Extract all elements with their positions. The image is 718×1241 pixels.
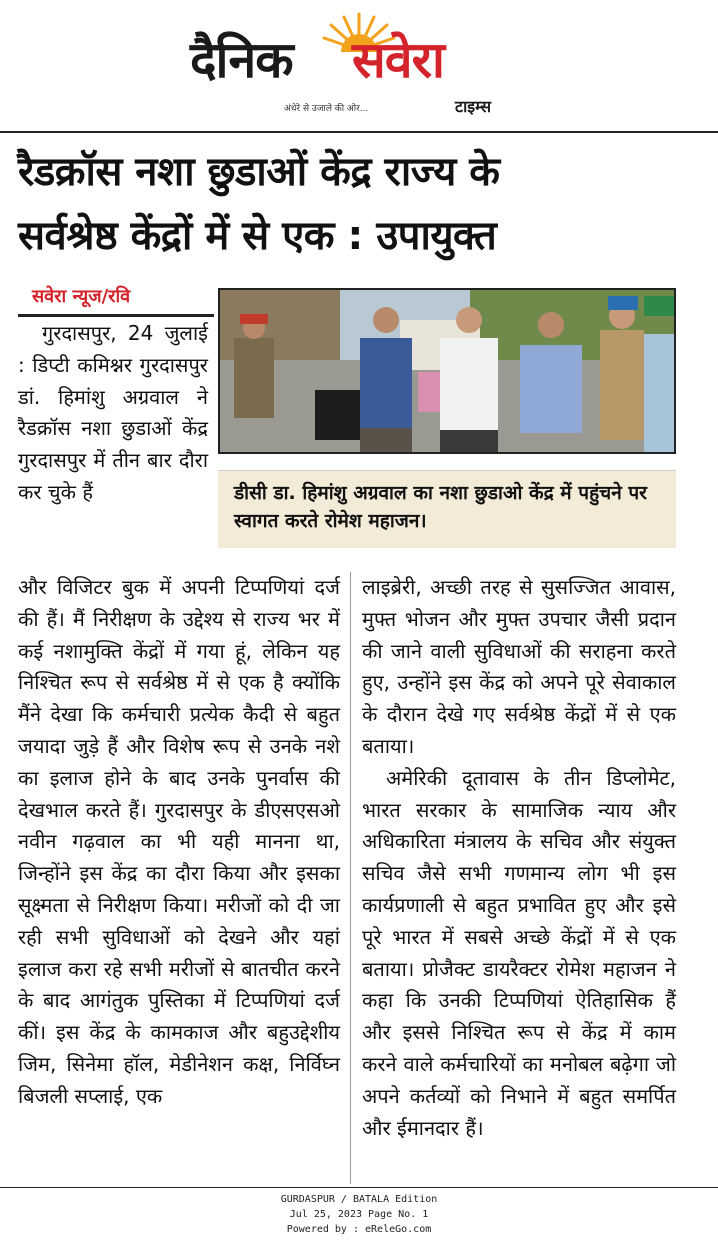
news-photo [218,288,676,454]
photo-caption [218,470,676,548]
article-paragraph: गुरदासपुर, 24 जुलाई : डिप्टी कमिश्नर गुरदासपुर डां. हिमांशु अग्रवाल ने रैडक्रॉस नशा छुडाओं केंद्र गुरदासपुर में तीन बार दौरा कर चुके हैं [18,321,208,504]
article-paragraph: और विजिटर बुक में अपनी टिप्पणियां दर्ज की हैं। मैं निरीक्षण के उद्देश्य से राज्य भर में कई नशामुक्ति केंद्रों में गया हूं, लेकिन यह निश्चित रूप से सर्वश्रेष्ठ में से एक है क्योंकि मैंने देखा कि कर्मचारी प्रत्येक कैदी से बहुत जयादा जुड़े हैं और विशेष रूप से उनके नशे का इलाज होने के बाद उनके पुनर्वास की देखभाल करते हैं। गुरदासपुर के डीएसएसओ नवीन गढ़वाल का भी यही मानना था, जिन्होंने इस केंद्र का दौरा किया और इसका सूक्ष्मता से निरीक्षण किया। मरीजों को दी जा रही सभी सुविधाओं को देखने और यहां इलाज करा रहे सभी मरीजों से बातचीत करने के बाद आगंतुक पुस्तिका में टिप्पणियां दर्ज कीं। इस केंद्र के कामकाज और बहुउद्देशीय जिम, सिनेमा हॉल, मेडीनेशन कक्ष, निर्विघ्न बिजली सप्लाई, एक [18,575,340,1108]
article-paragraph: लाइब्रेरी, अच्छी तरह से सुसज्जित आवास, मुफ्त भोजन और मुफ्त उपचार जैसी प्रदान की जाने वाली सुविधाओं की सराहना करते हुए, उन्होंने इस केंद्र को अपने पूरे सेवाकाल के दौरान देखे गए सर्वश्रेष्ठ केंद्रों में से एक बताया। [362,575,676,758]
article-column-left [18,572,340,1113]
article-column-intro [18,318,208,509]
article-column-right [362,572,676,1144]
headline-line-1: रैडक्रॉस नशा छुडाओं केंद्र राज्य के [18,149,500,195]
footer-divider [0,1187,718,1188]
headline [18,140,708,268]
byline-divider [18,314,214,317]
masthead [0,0,718,132]
footer-date-page: Jul 25, 2023 Page No. 1 [289,1209,429,1220]
masthead-divider [0,131,718,133]
brand-times: टाइम्स [455,97,492,116]
footer [0,1192,718,1237]
brand-tagline: अंधेरे से उजाले की ओर... [284,104,369,114]
brand-dainik: दैनिक [190,31,293,89]
news-photo-scene [220,290,674,452]
headline-line-2: सर्वश्रेष्ठ केंद्रों में से एक : उपायुक्त [18,213,497,259]
article-paragraph: अमेरिकी दूतावास के तीन डिप्लोमेट, भारत सरकार के सामाजिक न्याय और अधिकारिता मंत्रालय के सचिव और संयुक्त सचिव जैसे सभी गणमान्य लोग भी इस कार्यप्रणाली से बहुत प्रभावित हुए और इसे पूरे भारत में सबसे अच्छे केंद्रों में से एक बताया। प्रोजैक्ट डायरैक्टर रोमेश महाजन ने कहा कि उनकी टिप्पणियां ऐतिहासिक हैं और इससे निश्चित रूप से केंद्र में काम करने वाले कर्मचारियों का मनोबल बढ़ेगा जो अपने कर्तव्यों को निभाने में बहुत समर्पित और ईमानदार हैं। [362,765,676,1140]
column-divider [350,572,351,1184]
footer-edition: GURDASPUR / BATALA Edition [280,1194,438,1205]
byline: सवेरा न्यूज/रवि [32,286,131,307]
photo-caption-text: डीसी डा. हिमांशु अग्रवाल का नशा छुडाओ केंद्र में पहुंचने पर स्वागत करते रोमेश महाजन। [234,482,647,532]
footer-powered-by: Powered by : eReleGo.com [286,1224,432,1235]
brand-savera: सवेरा [352,31,444,89]
